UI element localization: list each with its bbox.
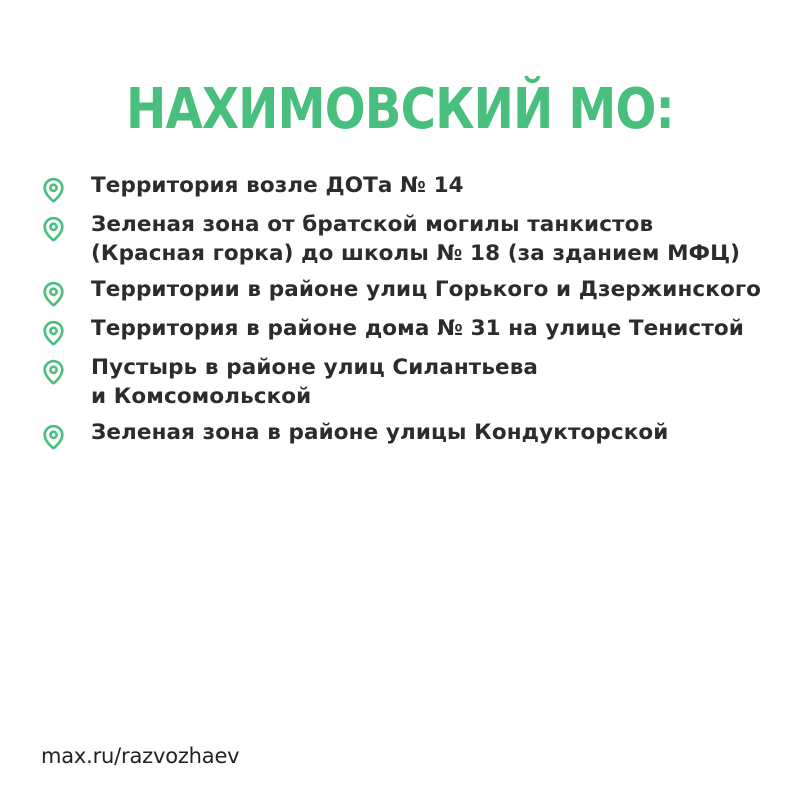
- location-pin-icon: [41, 177, 66, 203]
- location-pin-icon: [41, 359, 66, 385]
- list-item-line: и Комсомольской: [91, 384, 312, 409]
- list-item-line: Территория в районе дома № 31 на улице Тенистой: [91, 316, 744, 341]
- list-item-line: Территории в районе улиц Горького и Дзержинского: [91, 277, 762, 302]
- list-item: [41, 210, 781, 268]
- location-pin-icon: [41, 281, 66, 307]
- list-item-text: [91, 171, 464, 200]
- location-pin-icon: [41, 216, 66, 242]
- list-item-line: Зеленая зона от братской могилы танкистов: [91, 212, 654, 237]
- footer-link[interactable]: max.ru/razvozhaev: [41, 744, 240, 768]
- list-item-text: [91, 275, 761, 304]
- list-item-line: Зеленая зона в районе улицы Кондукторской: [91, 420, 669, 445]
- list-item: [41, 418, 781, 450]
- list-item-line: (Красная горка) до школы № 18 (за зданием МФЦ): [91, 241, 741, 266]
- location-list: [41, 171, 781, 450]
- list-item: [41, 171, 781, 203]
- list-item-text: [91, 353, 538, 411]
- location-pin-icon: [41, 320, 66, 346]
- list-item: [41, 353, 781, 411]
- list-item-line: Территория возле ДОТа № 14: [91, 173, 464, 198]
- list-item-line: Пустырь в районе улиц Силантьева: [91, 355, 539, 380]
- page-title: НАХИМОВСКИЙ МО:: [126, 77, 674, 142]
- list-item-text: [91, 210, 740, 268]
- location-pin-icon: [41, 424, 66, 450]
- list-item-text: [91, 314, 744, 343]
- list-item: [41, 275, 781, 307]
- list-item: [41, 314, 781, 346]
- list-item-text: [91, 418, 668, 447]
